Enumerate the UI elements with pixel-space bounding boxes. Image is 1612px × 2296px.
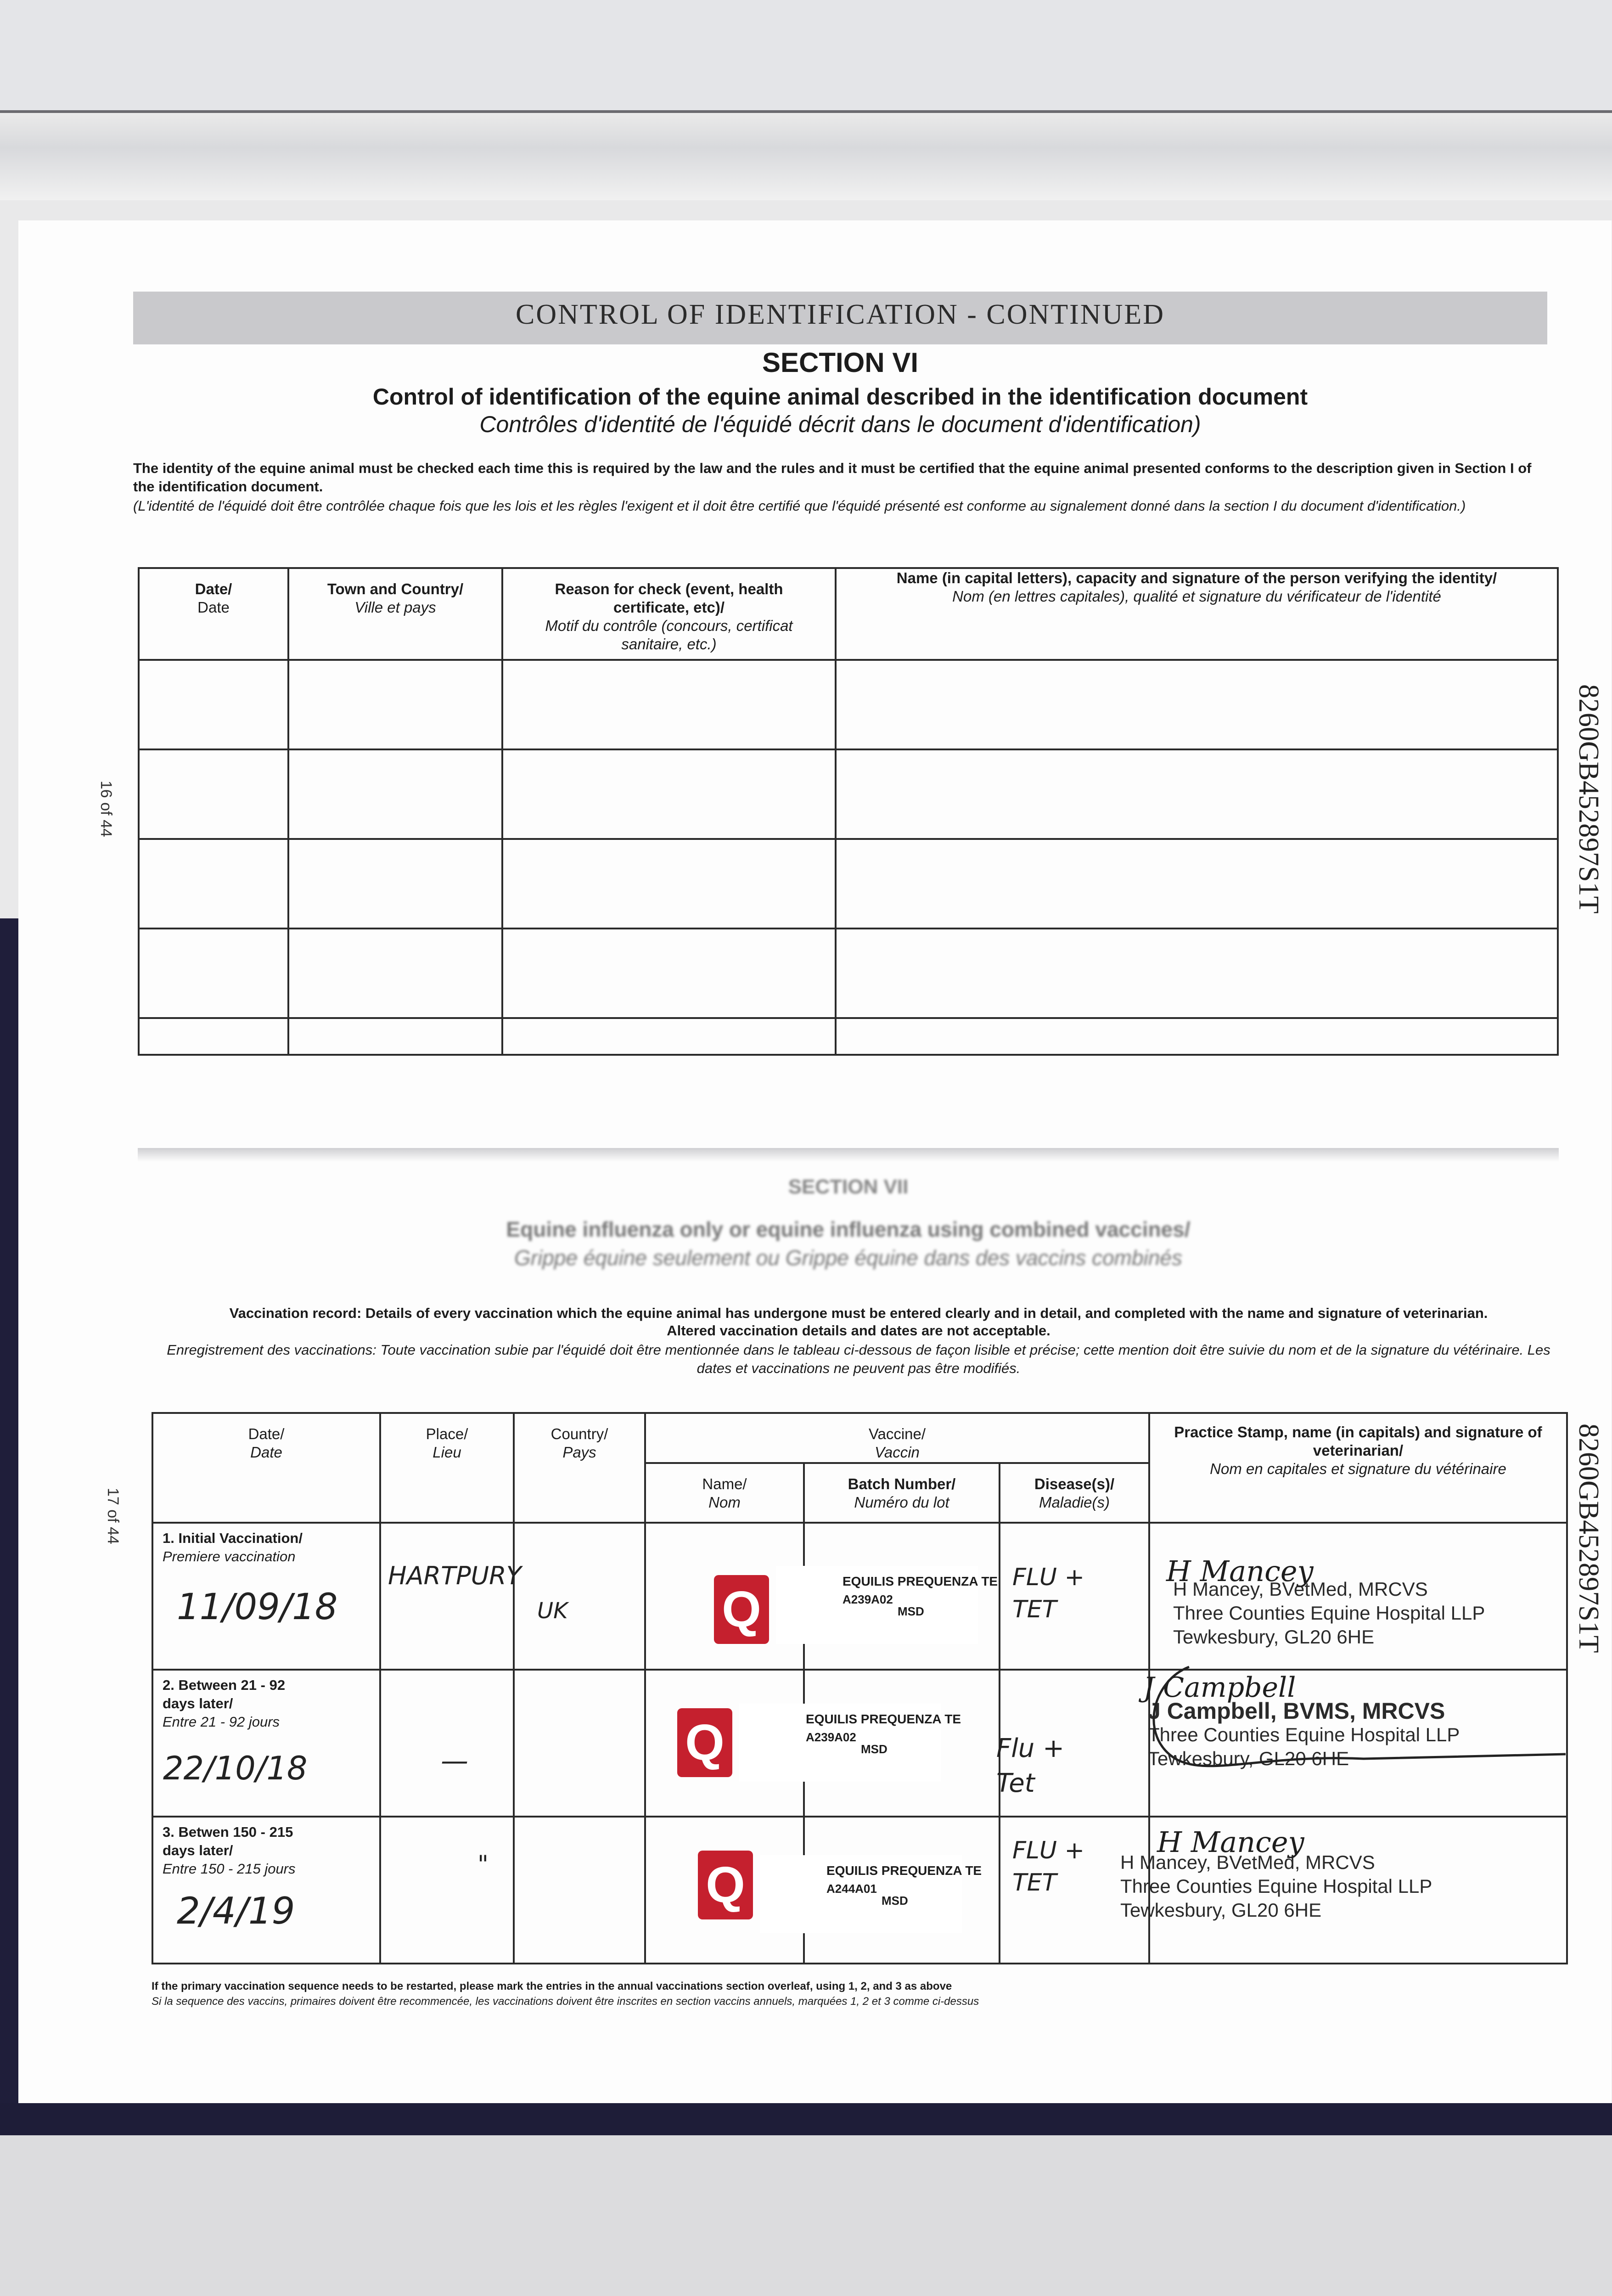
cell-town[interactable] (288, 660, 502, 749)
stamp-practice: Three Counties Equine Hospital LLP (1120, 1875, 1432, 1897)
practice-stamp-3 (1120, 1851, 1432, 1922)
page-number-lower: 17 of 44 (104, 1488, 122, 1544)
sticker-batch: A239A02 (843, 1593, 893, 1606)
stamp-town: Tewkesbury, GL20 6HE (1173, 1626, 1375, 1648)
sticker-batch: A239A02 (806, 1730, 856, 1744)
table-row (139, 749, 1558, 839)
cell-verifier[interactable] (836, 660, 1558, 749)
scan-bottom-margin (0, 2135, 1612, 2296)
cell-town[interactable] (288, 749, 502, 839)
identity-check-table (138, 567, 1559, 1056)
col-vaccine-name: Name/ Nom (645, 1463, 804, 1523)
page-fold (138, 1148, 1559, 1162)
cell-date[interactable] (139, 749, 288, 839)
document-code-upper: 8260GB452897S1T (1573, 684, 1604, 914)
table-row (139, 929, 1558, 1018)
cell-date[interactable] (139, 1018, 288, 1055)
col-vaccine: Vaccine/ Vaccin (645, 1413, 1149, 1463)
col-reason: Reason for check (event, health certificate, etc)/ Motif du contrôle (concours, certificat sanitaire, etc.) (502, 568, 836, 660)
row-2-label: 2. Between 21 - 92 days later/ Entre 21 - 92 jours (152, 1670, 380, 1817)
cell-town[interactable] (288, 839, 502, 929)
cell-verifier[interactable] (836, 1018, 1558, 1055)
sticker-maker: MSD (861, 1742, 887, 1756)
row-2-country[interactable] (514, 1670, 645, 1817)
vaccine-logo-icon: Q (677, 1708, 732, 1777)
cell-reason[interactable] (502, 929, 836, 1018)
cell-reason[interactable] (502, 749, 836, 839)
cell-verifier[interactable] (836, 929, 1558, 1018)
signature-stroke-icon (1134, 1662, 1575, 1782)
cell-town[interactable] (288, 929, 502, 1018)
cell-reason[interactable] (502, 839, 836, 929)
sticker-batch: A244A01 (826, 1882, 877, 1896)
cell-date[interactable] (139, 929, 288, 1018)
vaccine-logo-icon: Q (714, 1575, 769, 1644)
section-vii-heading: Equine influenza only or equine influenza using combined vaccines/ (506, 1217, 1191, 1241)
section-vi-heading: Control of identification of the equine animal described in the identification document (372, 384, 1308, 410)
cell-verifier[interactable] (836, 749, 1558, 839)
sticker-maker: MSD (898, 1604, 924, 1618)
row-2-country-text: — (441, 1745, 468, 1777)
table-header-row (139, 568, 1558, 660)
col-country: Country/ Pays (514, 1413, 645, 1523)
row-3-country[interactable] (514, 1817, 645, 1964)
signature-3: H Mancey (1157, 1825, 1304, 1859)
footnote: If the primary vaccination sequence needs to be restarted, please mark the entries in the annual vaccinations section overleaf, using 1, 2, and 3 as above (152, 1980, 952, 1992)
section-vii-label: SECTION VII (788, 1176, 909, 1198)
col-town-country: Town and Country/ Ville et pays (288, 568, 502, 660)
vaccination-record-note: Vaccination record: Details of every vaccination which the equine animal has undergone must be entered clearly and in detail, and completed with the name and signature of veterinarian. (229, 1305, 1488, 1321)
cell-verifier[interactable] (836, 839, 1558, 929)
page-number-upper: 16 of 44 (97, 781, 115, 837)
row-2-date: 22/10/18 (163, 1750, 308, 1787)
stamp-vet-name: H Mancey, BVetMed, MRCVS (1120, 1851, 1375, 1873)
row-3-place[interactable] (380, 1817, 514, 1964)
vaccine-sticker-2 (739, 1704, 961, 1782)
vaccine-sticker-3 (760, 1855, 982, 1933)
row-1-disease-text: FLU + TET (1012, 1564, 1085, 1623)
cell-date[interactable] (139, 660, 288, 749)
sticker-vaccine-name: EQUILIS PREQUENZA TE (843, 1574, 998, 1588)
col-diseases: Disease(s)/ Maladie(s) (1000, 1463, 1149, 1523)
cover-edge-bottom (0, 2103, 1612, 2135)
col-practice-stamp: Practice Stamp, name (in capitals) and signature of veterinarian/ Nom en capitales et signature du vétérinaire (1149, 1413, 1567, 1523)
sticker-vaccine-name: EQUILIS PREQUENZA TE (826, 1863, 982, 1878)
table-row (139, 1018, 1558, 1055)
vaccine-logo-icon: Q (698, 1851, 753, 1919)
row-1-place-text: HARTPURY (388, 1561, 522, 1590)
col-verifier: Name (in capital letters), capacity and signature of the person verifying the identity/ Nom (en lettres capitales), qualité et signature du vérificateur de l'identité (836, 568, 1558, 660)
row-3-country-text: " (477, 1851, 489, 1878)
row-2-disease-text: Flu + Tet (996, 1733, 1064, 1798)
stamp-practice: Three Counties Equine Hospital LLP (1148, 1724, 1460, 1745)
row-1-date: 11/09/18 (177, 1587, 338, 1628)
stamp-practice: Three Counties Equine Hospital LLP (1173, 1602, 1485, 1624)
vaccination-header-row (152, 1413, 1567, 1463)
cell-reason[interactable] (502, 660, 836, 749)
plastic-sleeve (0, 110, 1612, 200)
signature-2: J Campbell (1143, 1671, 1296, 1704)
table-row (139, 660, 1558, 749)
stamp-vet-name: J Campbell, BVMS, MRCVS (1148, 1698, 1445, 1724)
cell-date[interactable] (139, 839, 288, 929)
signature-1: H Mancey (1166, 1554, 1314, 1588)
stamp-vet-name: H Mancey, BVetMed, MRCVS (1173, 1578, 1428, 1600)
cell-town[interactable] (288, 1018, 502, 1055)
row-1-label: 1. Initial Vaccination/ Premiere vaccination (152, 1523, 380, 1670)
footnote-fr: Si la sequence des vaccins, primaires doivent être recommencée, les vaccinations doivent être inscrites en section vaccins annuels, marquées 1, 2 et 3 comme ci-dessus (152, 1995, 979, 2008)
document-code-lower: 8260GB452897S1T (1573, 1424, 1604, 1653)
vaccination-record-note-fr: Enregistrement des vaccinations: Toute vaccination subie par l'équidé doit être mentionnée dans le tableau ci-dessous de façon lisible et précise; cette mention doit être suivie du nom et de la signature du vétérinaire. Les dates et vaccinations ne peuvent pas être modifiés. (167, 1342, 1550, 1376)
col-batch-number: Batch Number/ Numéro du lot (804, 1463, 1000, 1523)
stamp-town: Tewkesbury, GL20 6HE (1148, 1748, 1349, 1769)
col-date: Date/ Date (139, 568, 288, 660)
sticker-vaccine-name: EQUILIS PREQUENZA TE (806, 1712, 961, 1726)
row-1-country-text: UK (537, 1598, 568, 1624)
cell-reason[interactable] (502, 1018, 836, 1055)
col-place: Place/ Lieu (380, 1413, 514, 1523)
vaccine-sticker-1 (776, 1566, 998, 1644)
col-date: Date/ Date (152, 1413, 380, 1523)
row-3-disease-text: FLU + TET (1012, 1837, 1085, 1896)
table-row (139, 839, 1558, 929)
section-vii-heading-fr: Grippe équine seulement ou Grippe équine dans des vaccins combinés (514, 1246, 1182, 1270)
vaccination-record-note-2: Altered vaccination details and dates are not acceptable. (667, 1322, 1050, 1339)
section-vi-heading-fr: Contrôles d'identité de l'équidé décrit dans le document d'identification) (479, 411, 1201, 437)
row-1-country[interactable] (514, 1523, 645, 1670)
row-2-place[interactable] (380, 1670, 514, 1817)
section-vi-label: SECTION VI (762, 347, 919, 378)
stamp-town: Tewkesbury, GL20 6HE (1120, 1899, 1322, 1921)
section-vi-intro-fr: (L'identité de l'équidé doit être contrôlée chaque fois que les lois et les règles l'exigent et il doit être certifié que l'équidé présenté est conforme au signalement donné dans la section I du document d'identification.) (133, 498, 1466, 514)
band-title: CONTROL OF IDENTIFICATION - CONTINUED (515, 299, 1165, 330)
row-1-place[interactable] (380, 1523, 514, 1670)
sticker-maker: MSD (882, 1894, 908, 1908)
section-vi-intro: The identity of the equine animal must be checked each time this is required by the law and the rules and it must be certified that the equine animal presented conforms to the description given in Section I of the identification document. (133, 460, 1532, 495)
practice-stamp-1 (1173, 1577, 1485, 1649)
row-3-date: 2/4/19 (177, 1890, 295, 1932)
row-3-label: 3. Betwen 150 - 215 days later/ Entre 150 - 215 jours (152, 1817, 380, 1964)
